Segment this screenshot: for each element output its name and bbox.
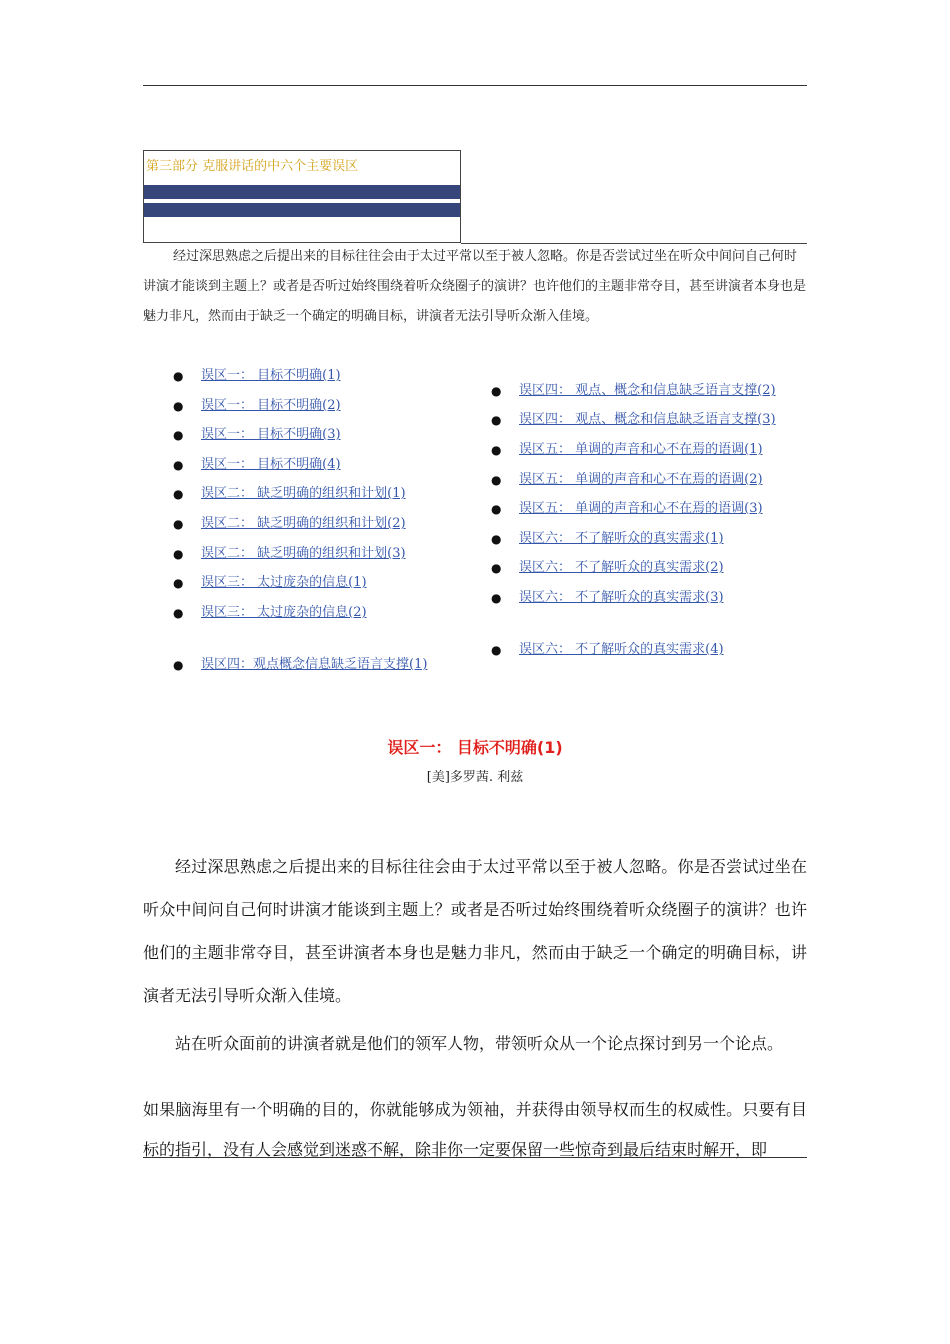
toc-item-right-2[interactable] [491, 411, 776, 429]
toc-item-left-7[interactable] [173, 545, 406, 563]
toc-link[interactable]: 误区三： 太过庞杂的信息(1) [201, 575, 367, 590]
toc-item-right-9[interactable] [491, 641, 724, 659]
bullet-icon: ● [173, 399, 184, 413]
toc-item-right-7[interactable] [491, 559, 724, 577]
bullet-icon: ● [491, 473, 502, 487]
toc-link[interactable]: 误区五： 单调的声音和心不在焉的语调(3) [519, 501, 763, 516]
toc-link[interactable]: 误区六： 不了解听众的真实需求(1) [519, 531, 724, 546]
bullet-icon: ● [173, 547, 184, 561]
toc-item-left-6[interactable] [173, 515, 406, 533]
bullet-icon: ● [491, 443, 502, 457]
toc-item-left-10[interactable] [173, 656, 428, 674]
toc-link[interactable]: 误区五： 单调的声音和心不在焉的语调(1) [519, 442, 763, 457]
toc-item-left-1[interactable] [173, 367, 341, 385]
toc-item-right-4[interactable] [491, 471, 763, 489]
bottom-rule [143, 1157, 807, 1158]
toc-link[interactable]: 误区二： 缺乏明确的组织和计划(1) [201, 486, 406, 501]
bullet-icon: ● [491, 413, 502, 427]
toc-link[interactable]: 误区四：观点概念信息缺乏语言支撑(1) [201, 657, 428, 672]
toc-link[interactable]: 误区四： 观点、概念和信息缺乏语言支撑(2) [519, 383, 776, 398]
toc-link[interactable]: 误区六： 不了解听众的真实需求(2) [519, 560, 724, 575]
toc-item-right-5[interactable] [491, 500, 763, 518]
toc-link[interactable]: 误区二： 缺乏明确的组织和计划(3) [201, 546, 406, 561]
header-band-1 [144, 185, 460, 199]
section-header-title: 第三部分 克服讲话的中六个主要误区 [146, 159, 359, 174]
bullet-icon: ● [491, 591, 502, 605]
intro-paragraph: 经过深思熟虑之后提出来的目标往往会由于太过平常以至于被人忽略。你是否尝试过坐在听众中间问自己何时讲演才能谈到主题上？或者是否听过始终围绕着听众绕圈子的演讲？也许他们的主题非常夺目，甚至讲演者本身也是魅力非凡，然而由于缺乏一个确定的明确目标，讲演者无法引导听众渐入佳境。 [143, 249, 807, 324]
article-author: [美]多罗茜. 利兹 [426, 770, 524, 785]
bullet-icon: ● [491, 643, 502, 657]
bullet-icon: ● [173, 428, 184, 442]
article-title: 误区一： 目标不明确(1) [387, 738, 563, 757]
toc-link[interactable]: 误区三： 太过庞杂的信息(2) [201, 605, 367, 620]
article-paragraph-2: 站在听众面前的讲演者就是他们的领军人物，带领听众从一个论点探讨到另一个论点。 [175, 1034, 784, 1053]
toc-link[interactable]: 误区六： 不了解听众的真实需求(4) [519, 642, 724, 657]
toc-link[interactable]: 误区一： 目标不明确(3) [201, 427, 341, 442]
article-paragraph-1: 经过深思熟虑之后提出来的目标往往会由于太过平常以至于被人忽略。你是否尝试过坐在听众中间问自己何时讲演才能谈到主题上？或者是否听过始终围绕着听众绕圈子的演讲？也许他们的主题非常夺目，甚至讲演者本身也是魅力非凡，然而由于缺乏一个确定的明确目标，讲演者无法引导听众渐入佳境。 [143, 857, 807, 1005]
toc-item-left-4[interactable] [173, 456, 341, 474]
toc-link[interactable]: 误区一： 目标不明确(2) [201, 398, 341, 413]
toc-item-left-9[interactable] [173, 604, 367, 622]
bullet-icon: ● [491, 561, 502, 575]
toc-link[interactable]: 误区一： 目标不明确(1) [201, 368, 341, 383]
bullet-icon: ● [491, 532, 502, 546]
bullet-icon: ● [491, 502, 502, 516]
header-band-2 [144, 203, 460, 217]
bullet-icon: ● [491, 384, 502, 398]
toc-item-right-8[interactable] [491, 589, 724, 607]
bullet-icon: ● [173, 487, 184, 501]
toc-item-left-2[interactable] [173, 397, 341, 415]
section-header-box [143, 150, 461, 243]
toc-item-left-5[interactable] [173, 485, 406, 503]
bullet-icon: ● [173, 458, 184, 472]
top-rule [143, 85, 807, 86]
toc-link[interactable]: 误区一： 目标不明确(4) [201, 457, 341, 472]
bullet-icon: ● [173, 517, 184, 531]
toc-link[interactable]: 误区六： 不了解听众的真实需求(3) [519, 590, 724, 605]
toc-item-right-1[interactable] [491, 382, 776, 400]
toc-link[interactable]: 误区四： 观点、概念和信息缺乏语言支撑(3) [519, 412, 776, 427]
toc-link[interactable]: 误区五： 单调的声音和心不在焉的语调(2) [519, 472, 763, 487]
toc-link[interactable]: 误区二： 缺乏明确的组织和计划(2) [201, 516, 406, 531]
toc-item-left-3[interactable] [173, 426, 341, 444]
toc-item-right-3[interactable] [491, 441, 763, 459]
bullet-icon: ● [173, 369, 184, 383]
article-paragraph-3: 如果脑海里有一个明确的目的，你就能够成为领袖，并获得由领导权而生的权威性。只要有目标的指引，没有人会感觉到迷惑不解，除非你一定要保留一些惊奇到最后结束时解开，即 [143, 1100, 807, 1159]
bullet-icon: ● [173, 658, 184, 672]
toc-item-left-8[interactable] [173, 574, 367, 592]
bullet-icon: ● [173, 606, 184, 620]
bullet-icon: ● [173, 576, 184, 590]
toc-item-right-6[interactable] [491, 530, 724, 548]
